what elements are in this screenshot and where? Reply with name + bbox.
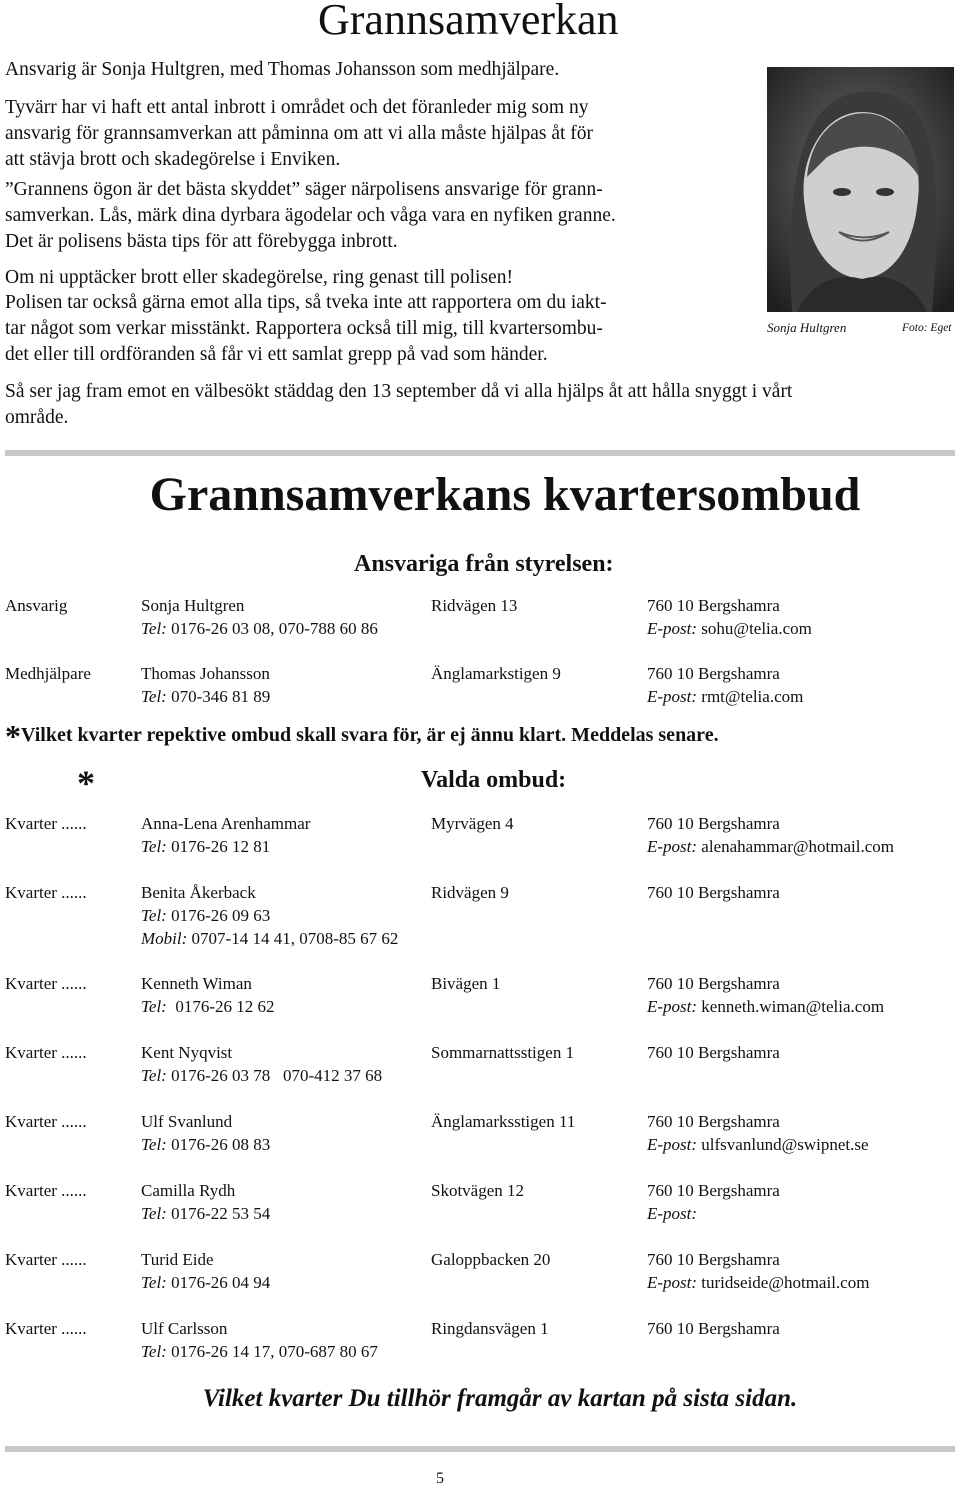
intro-line: Det är polisens bästa tips för att förebygga inbrott. <box>5 231 398 252</box>
name: Anna-Lena Arenhammar <box>141 814 311 833</box>
portrait-photo <box>767 67 954 312</box>
postal: 760 10 Bergshamra <box>647 814 780 833</box>
asterisk: * <box>77 763 95 803</box>
tel-label: Tel: <box>141 997 167 1016</box>
note <box>5 718 719 755</box>
intro-line: område. <box>5 407 69 428</box>
divider <box>5 1446 955 1452</box>
email-link[interactable]: rmt@telia.com <box>701 687 804 706</box>
closing-note: Vilket kvarter Du tillhör framgår av kartan på sista sidan. <box>202 1385 798 1412</box>
postal: 760 10 Bergshamra <box>647 883 780 902</box>
mobile: 0707-14 14 41, 0708-85 67 62 <box>191 929 399 948</box>
tel: 0176-26 14 17, 070-687 80 67 <box>171 1342 378 1361</box>
tel-label: Tel: <box>141 906 167 925</box>
intro-line: tar något som verkar misstänkt. Rapportera också till mig, till kvartersombu- <box>5 318 603 339</box>
tel-label: Tel: <box>141 1204 167 1223</box>
kvarter: Kvarter ...... <box>5 1112 87 1131</box>
mobile-label: Mobil: <box>141 929 188 948</box>
street: Galoppbacken 20 <box>431 1250 551 1269</box>
name: Kenneth Wiman <box>141 974 252 993</box>
postal: 760 10 Bergshamra <box>647 1181 780 1200</box>
email-label: E-post: <box>647 1204 698 1223</box>
kvarter: Kvarter ...... <box>5 1319 87 1338</box>
kvarter: Kvarter ...... <box>5 814 87 833</box>
tel: 0176-22 53 54 <box>171 1204 271 1223</box>
email-label: E-post: <box>647 837 698 856</box>
intro-line: ”Grannens ögon är det bästa skyddet” säger närpolisens ansvarige för grann- <box>5 179 603 200</box>
intro-line: Ansvarig är Sonja Hultgren, med Thomas Johansson som medhjälpare. <box>5 59 560 80</box>
tel-label: Tel: <box>141 837 167 856</box>
tel-label: Tel: <box>141 687 167 706</box>
page-title: Grannsamverkan <box>318 0 619 44</box>
intro-line: att stävja brott och skadegörelse i Enviken. <box>5 149 341 170</box>
kvarter: Kvarter ...... <box>5 1181 87 1200</box>
name: Kent Nyqvist <box>141 1043 233 1062</box>
name: Turid Eide <box>141 1250 214 1269</box>
name: Sonja Hultgren <box>141 596 245 615</box>
email-link[interactable]: ulfsvanlund@swipnet.se <box>701 1135 869 1154</box>
tel-label: Tel: <box>141 1135 167 1154</box>
intro-line: samverkan. Lås, märk dina dyrbara ägodelar och våga vara en nyfiken granne. <box>5 205 616 226</box>
email-link[interactable]: sohu@telia.com <box>701 619 812 638</box>
email-link[interactable]: kenneth.wiman@telia.com <box>701 997 885 1016</box>
street: Bivägen 1 <box>431 974 501 993</box>
page-number: 5 <box>436 1470 444 1487</box>
postal: 760 10 Bergshamra <box>647 974 780 993</box>
role: Ansvarig <box>5 596 68 615</box>
email-label: E-post: <box>647 997 698 1016</box>
street: Änglamarkstigen 9 <box>431 664 561 683</box>
name: Ulf Carlsson <box>141 1319 228 1338</box>
divider <box>5 450 955 456</box>
tel: 0176-26 08 83 <box>171 1135 271 1154</box>
name: Ulf Svanlund <box>141 1112 233 1131</box>
intro-line: Så ser jag fram emot en välbesökt städdag den 13 september då vi alla hjälps åt att hålla snyggt i vårt <box>5 381 793 402</box>
email-link[interactable]: turidseide@hotmail.com <box>701 1273 870 1292</box>
street: Sommarnattsstigen 1 <box>431 1043 575 1062</box>
kvarter: Kvarter ...... <box>5 1250 87 1269</box>
postal: 760 10 Bergshamra <box>647 1112 780 1131</box>
email-label: E-post: <box>647 1273 698 1292</box>
tel: 0176-26 09 63 <box>171 906 271 925</box>
postal: 760 10 Bergshamra <box>647 596 780 615</box>
street: Änglamarksstigen 11 <box>431 1112 576 1131</box>
tel: 0176-26 12 81 <box>171 837 271 856</box>
photo-caption: Sonja Hultgren <box>767 320 847 335</box>
email-label: E-post: <box>647 619 698 638</box>
tel: 0176-26 12 62 <box>171 997 275 1016</box>
tel: 0176-26 03 08, 070-788 60 86 <box>171 619 378 638</box>
tel: 0176-26 03 78 070-412 37 68 <box>171 1066 383 1085</box>
email-link[interactable]: alenahammar@hotmail.com <box>701 837 894 856</box>
note-text: Vilket kvarter repektive ombud skall svara för, är ej ännu klart. Meddelas senare. <box>21 724 719 746</box>
tel: 0176-26 04 94 <box>171 1273 271 1292</box>
asterisk: * <box>5 718 21 754</box>
intro-line: det eller till ordföranden så får vi ett samlat grepp på vad som händer. <box>5 344 548 365</box>
photo-credit: Foto: Eget <box>902 322 952 334</box>
postal: 760 10 Bergshamra <box>647 664 780 683</box>
intro-line: ansvarig för grannsamverkan att påminna om att vi alla måste hjälpas åt för <box>5 123 594 144</box>
intro-line: Polisen tar också gärna emot alla tips, så tveka inte att rapportera om du iakt- <box>5 292 607 313</box>
email-label: E-post: <box>647 687 698 706</box>
board-heading: Ansvariga från styrelsen: <box>354 551 614 577</box>
name: Benita Åkerback <box>141 883 256 902</box>
postal: 760 10 Bergshamra <box>647 1043 780 1062</box>
postal: 760 10 Bergshamra <box>647 1319 780 1338</box>
kvarter: Kvarter ...... <box>5 1043 87 1062</box>
kvarter: Kvarter ...... <box>5 974 87 993</box>
street: Myrvägen 4 <box>431 814 514 833</box>
tel-label: Tel: <box>141 619 167 638</box>
tel-label: Tel: <box>141 1342 167 1361</box>
section-title: Grannsamverkans kvartersombud <box>149 468 861 521</box>
intro-line: Om ni upptäcker brott eller skadegörelse, ring genast till polisen! <box>5 267 513 288</box>
tel-label: Tel: <box>141 1273 167 1292</box>
kvarter: Kvarter ...... <box>5 883 87 902</box>
elected-heading: Valda ombud: <box>421 767 567 793</box>
street: Skotvägen 12 <box>431 1181 525 1200</box>
intro-line: Tyvärr har vi haft ett antal inbrott i området och det föranleder mig som ny <box>5 97 589 118</box>
role: Medhjälpare <box>5 664 91 683</box>
street: Ridvägen 13 <box>431 596 518 615</box>
tel-label: Tel: <box>141 1066 167 1085</box>
street: Ringdansvägen 1 <box>431 1319 549 1338</box>
tel: 070-346 81 89 <box>171 687 271 706</box>
street: Ridvägen 9 <box>431 883 509 902</box>
name: Thomas Johansson <box>141 664 270 683</box>
name: Camilla Rydh <box>141 1181 236 1200</box>
postal: 760 10 Bergshamra <box>647 1250 780 1269</box>
email-label: E-post: <box>647 1135 698 1154</box>
